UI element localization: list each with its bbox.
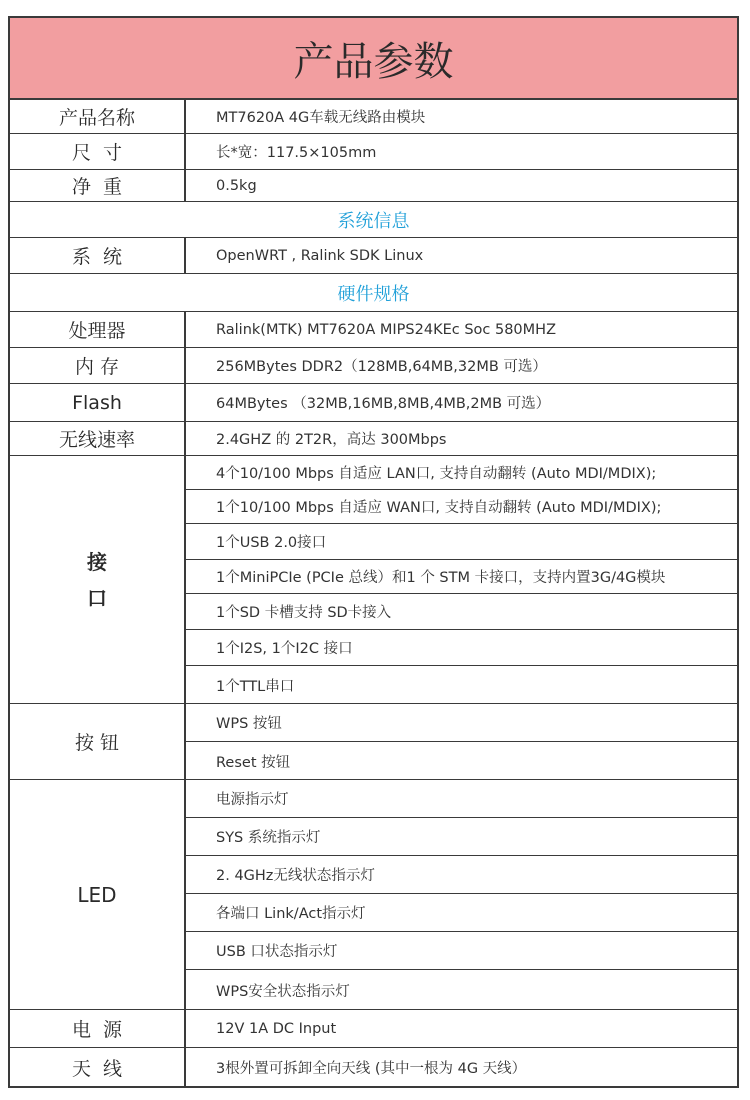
interface-item: 1个USB 2.0接口 — [186, 524, 737, 560]
row-power — [10, 1010, 737, 1048]
led-item: 各端口 Link/Act指示灯 — [186, 894, 737, 932]
row-dimensions — [10, 134, 737, 170]
row-memory — [10, 348, 737, 384]
row-value: 2.4GHZ 的 2T2R，高达 300Mbps — [216, 432, 447, 448]
row-label: 净 重 — [10, 170, 186, 201]
group-label: LED — [10, 780, 186, 1009]
row-label: 系 统 — [10, 238, 186, 273]
page-title: 产品参数 — [10, 18, 737, 100]
row-value: Ralink(MTK) MT7620A MIPS24KEc Soc 580MHZ — [216, 321, 556, 338]
interface-item: 1个MiniPCIe (PCIe 总线）和1 个 STM 卡接口，支持内置3G/4G模块 — [186, 560, 737, 594]
button-item: Reset 按钮 — [216, 754, 291, 771]
row-label: 电 源 — [10, 1010, 186, 1047]
row-antenna — [10, 1048, 737, 1086]
row-label: 天 线 — [10, 1048, 186, 1086]
interface-item: 1个SD 卡槽支持 SD卡接入 — [186, 594, 737, 630]
row-label: 尺 寸 — [10, 134, 186, 169]
row-processor — [10, 312, 737, 348]
row-weight — [10, 170, 737, 202]
row-label: 产品名称 — [10, 100, 186, 133]
row-product-name — [10, 100, 737, 134]
interface-item: 1个10/100 Mbps 自适应 WAN口, 支持自动翻转 (Auto MDI/MDIX); — [186, 490, 737, 524]
led-item: SYS 系统指示灯 — [186, 818, 737, 856]
button-item: WPS 按钮 — [186, 704, 737, 742]
row-os — [10, 238, 737, 274]
interface-item: 4个10/100 Mbps 自适应 LAN口, 支持自动翻转 (Auto MDI/MDIX); — [186, 456, 737, 490]
row-label: 无线速率 — [10, 422, 186, 455]
group-label-line: 口 — [87, 585, 107, 610]
led-item: 电源指示灯 — [186, 780, 737, 818]
row-value: MT7620A 4G车载无线路由模块 — [216, 110, 426, 126]
spec-sheet — [8, 16, 739, 1088]
row-value: 12V 1A DC Input — [216, 1020, 337, 1037]
led-item: USB 口状态指示灯 — [186, 932, 737, 970]
row-label: 内 存 — [10, 348, 186, 383]
group-buttons — [10, 704, 737, 780]
row-label: 处理器 — [10, 312, 186, 347]
row-label: Flash — [10, 384, 186, 421]
interface-item: 1个I2S, 1个I2C 接口 — [186, 630, 737, 666]
led-item: WPS安全状态指示灯 — [216, 983, 350, 1000]
group-interfaces — [10, 456, 737, 704]
interface-item: 1个TTL串口 — [216, 678, 295, 695]
row-value: 0.5kg — [216, 177, 257, 194]
row-flash — [10, 384, 737, 422]
section-system-info: 系统信息 — [10, 202, 737, 238]
group-label: 按 钮 — [10, 704, 186, 779]
section-hardware-spec: 硬件规格 — [10, 274, 737, 312]
row-value: 3根外置可拆卸全向天线 (其中一根为 4G 天线） — [216, 1060, 527, 1077]
row-value: OpenWRT , Ralink SDK Linux — [216, 247, 424, 264]
row-value: 长*宽：117.5×105mm — [216, 145, 377, 161]
led-item: 2. 4GHz无线状态指示灯 — [186, 856, 737, 894]
group-label — [10, 456, 186, 703]
group-label-line: 接 — [87, 549, 107, 574]
row-value: 256MBytes DDR2（128MB,64MB,32MB 可选） — [216, 359, 547, 375]
group-led — [10, 780, 737, 1010]
row-value: 64MBytes （32MB,16MB,8MB,4MB,2MB 可选） — [216, 396, 551, 412]
row-wireless-rate — [10, 422, 737, 456]
